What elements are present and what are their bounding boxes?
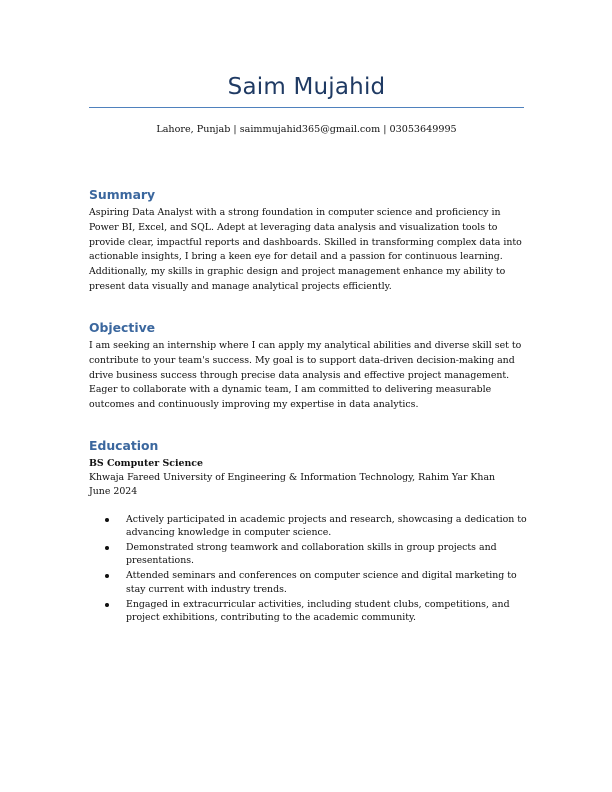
bullet-line: stay current with industry trends. — [126, 583, 287, 595]
education-institution: Khwaja Fareed University of Engineering & Information Technology, Rahim Yar Khan — [89, 472, 496, 483]
list-item — [89, 598, 529, 624]
summary-line: Aspiring Data Analyst with a strong foundation in computer science and proficiency in — [89, 207, 501, 218]
education-date: June 2024 — [89, 486, 138, 497]
objective-line: drive business success through precise data analysis and effective project management. — [89, 369, 510, 381]
bullet-line: Attended seminars and conferences on computer science and digital marketing to — [126, 570, 517, 582]
candidate-name: Saim Mujahid — [227, 74, 386, 100]
bullet-line: project exhibitions, contributing to the academic community. — [126, 611, 417, 623]
summary-line: Power BI, Excel, and SQL. Adept at leveraging data analysis and visualization tools to — [89, 221, 498, 233]
education-heading: Education — [89, 438, 159, 453]
contact-info: Lahore, Punjab | saimmujahid365@gmail.com | 03053649995 — [156, 124, 457, 135]
bullet-line: advancing knowledge in computer science. — [126, 527, 332, 539]
objective-line: outcomes and continuously improving my expertise in data analytics. — [89, 399, 419, 411]
summary-line: provide clear, impactful reports and dashboards. Skilled in transforming complex data into — [89, 236, 522, 248]
list-item — [89, 513, 529, 539]
summary-heading: Summary — [89, 187, 156, 202]
summary-line: actionable insights, I bring a keen eye for detail and a passion for continuous learning. — [89, 251, 503, 263]
objective-line: I am seeking an internship where I can apply my analytical abilities and diverse skill set to — [89, 340, 522, 351]
objective-line: Eager to collaborate with a dynamic team, I am committed to delivering measurable — [89, 384, 492, 396]
bullet-icon — [105, 603, 109, 607]
objective-heading: Objective — [89, 320, 156, 335]
summary-line: present data visually and manage analytical projects efficiently. — [89, 280, 392, 292]
objective-line: contribute to your team's success. My goal is to support data-driven decision-making and — [89, 354, 515, 366]
bullet-line: Actively participated in academic projects and research, showcasing a dedication to — [126, 514, 527, 525]
header-divider — [89, 107, 524, 108]
education-bullet-list — [89, 513, 529, 626]
list-item — [89, 569, 529, 595]
bullet-icon — [105, 574, 109, 578]
bullet-icon — [105, 518, 109, 522]
bullet-icon — [105, 546, 109, 550]
objective-text — [89, 339, 529, 413]
summary-line: Additionally, my skills in graphic design and project management enhance my ability to — [89, 266, 506, 278]
summary-text — [89, 206, 529, 295]
education-degree: BS Computer Science — [89, 458, 203, 469]
list-item — [89, 541, 529, 567]
bullet-line: presentations. — [126, 555, 195, 567]
bullet-line: Engaged in extracurricular activities, including student clubs, competitions, and — [126, 598, 510, 610]
bullet-line: Demonstrated strong teamwork and collaboration skills in group projects and — [126, 542, 497, 554]
